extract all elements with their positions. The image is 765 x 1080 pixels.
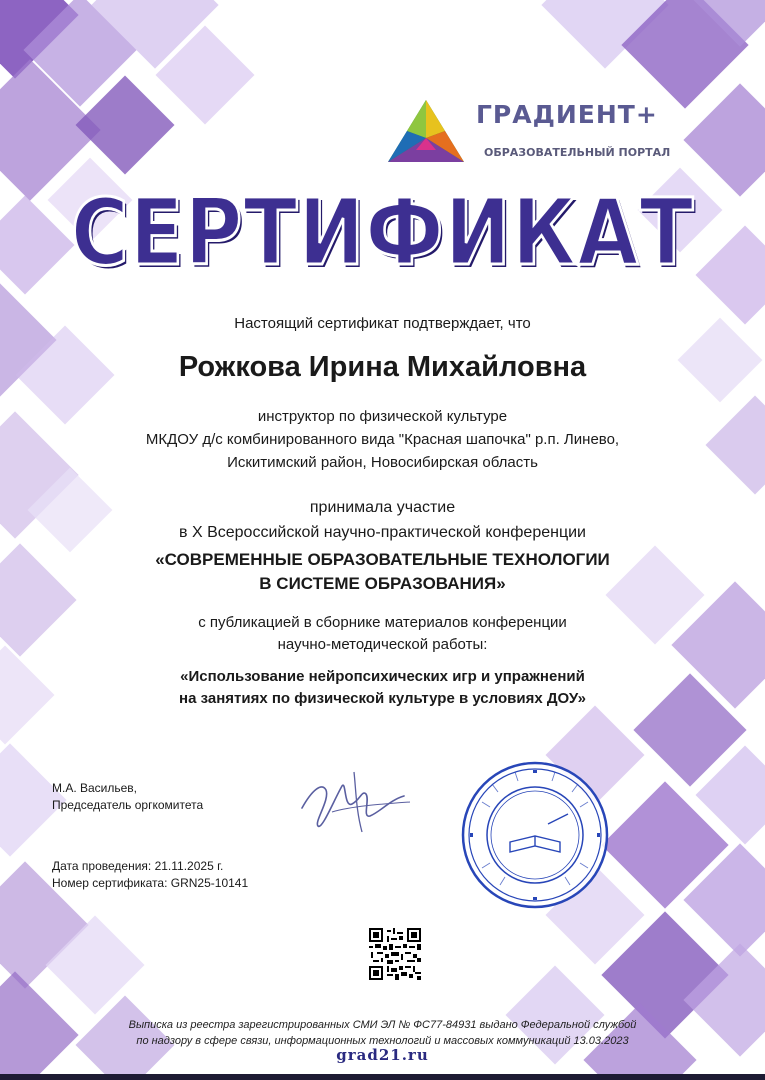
site-url-link[interactable]: grad21.ru bbox=[336, 1046, 429, 1064]
signature-image bbox=[292, 760, 422, 840]
recipient-organization: МКДОУ д/с комбинированного вида "Красная шапочка" р.п. Линево, bbox=[145, 431, 620, 448]
bottom-bar bbox=[0, 1074, 765, 1080]
work-title-line1: «Использование нейропсихических игр и упражнений bbox=[180, 668, 585, 685]
logo-brand: ГРАДИЕНТ+ bbox=[476, 100, 658, 129]
registry-note bbox=[0, 1017, 765, 1049]
certificate-title: СЕРТИФИКАТ bbox=[70, 179, 695, 286]
recipient-name: Рожкова Ирина Михайловна bbox=[178, 351, 587, 383]
event-name: в X Всероссийской научно-практической конференции bbox=[179, 524, 586, 541]
registry-note-line2: по надзору в сфере связи, информационных технологий и массовых коммуникаций 13.03.2023 bbox=[136, 1035, 629, 1047]
chairman-block bbox=[52, 780, 203, 814]
registry-note-line1: Выписка из реестра зарегистрированных СМИ ЭЛ № ФС77-84931 выдано Федеральной службой bbox=[128, 1019, 637, 1031]
triangle-logo-icon bbox=[386, 98, 466, 164]
publication-line1: с публикацией в сборнике материалов конференции bbox=[198, 614, 567, 631]
recipient-region: Искитимский район, Новосибирская область bbox=[227, 454, 538, 471]
event-date: Дата проведения: 21.11.2025 г. bbox=[52, 859, 224, 873]
chairman-name: М.А. Васильев, bbox=[52, 781, 138, 795]
qr-code[interactable] bbox=[369, 928, 421, 980]
work-title-line2: на занятиях по физической культуре в условиях ДОУ» bbox=[179, 690, 586, 707]
chairman-role: Председатель оргкомитета bbox=[52, 798, 204, 812]
gradient-logo bbox=[386, 98, 686, 168]
participation-verb: принимала участие bbox=[309, 499, 456, 516]
logo-subtitle: ОБРАЗОВАТЕЛЬНЫЙ ПОРТАЛ bbox=[484, 146, 671, 159]
conference-theme-line2: В СИСТЕМЕ ОБРАЗОВАНИЯ» bbox=[259, 574, 506, 593]
certificate-number: Номер сертификата: GRN25-10141 bbox=[52, 876, 249, 890]
publication-line2: научно-методической работы: bbox=[277, 636, 488, 653]
official-seal-stamp bbox=[460, 760, 610, 910]
intro-text: Настоящий сертификат подтверждает, что bbox=[234, 315, 531, 332]
certificate-details bbox=[52, 858, 248, 892]
conference-theme-line1: «СОВРЕМЕННЫЕ ОБРАЗОВАТЕЛЬНЫЕ ТЕХНОЛОГИИ bbox=[155, 550, 610, 569]
recipient-position: инструктор по физической культуре bbox=[257, 408, 508, 425]
